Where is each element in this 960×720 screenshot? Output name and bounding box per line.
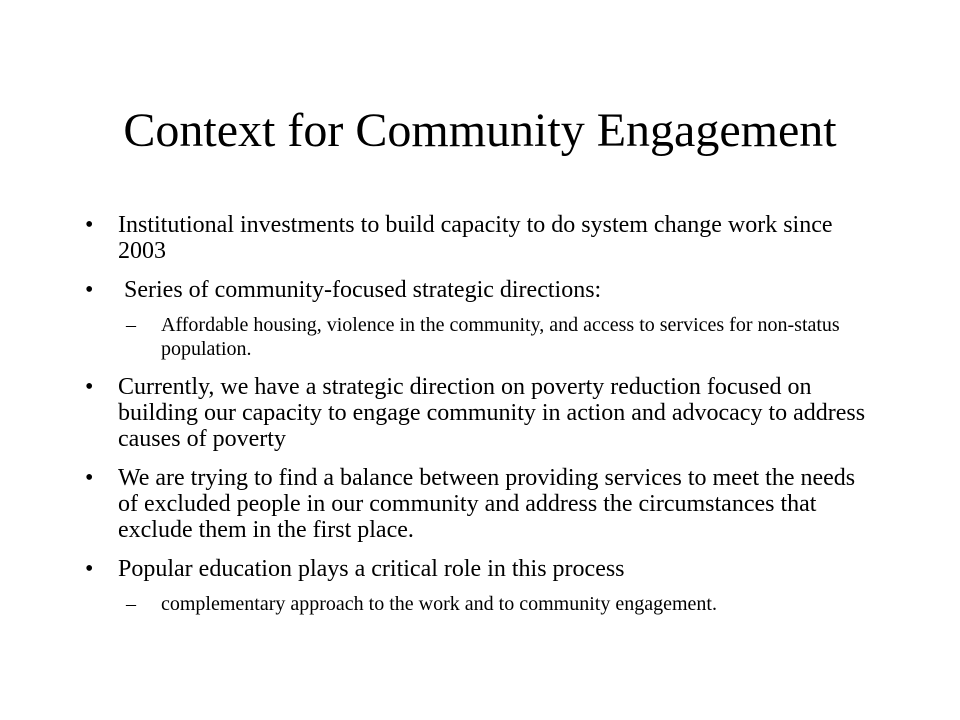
sub-marker: – xyxy=(126,593,136,615)
bullet-text: Currently, we have a strategic direction on poverty reduction focused on building our capacity to engage community in action and advocacy to address causes of poverty xyxy=(118,374,866,452)
sub-marker: – xyxy=(126,314,136,336)
bullet-item-investments xyxy=(80,212,880,264)
bullet-item-poverty-reduction xyxy=(80,374,880,452)
sub-item-affordable-housing xyxy=(118,313,880,361)
bullet-marker: • xyxy=(85,277,94,303)
sub-list xyxy=(118,313,880,361)
bullet-item-balance xyxy=(80,465,880,543)
sub-item-text: complementary approach to the work and to community engagement. xyxy=(161,593,717,615)
bullet-list xyxy=(80,212,880,629)
bullet-marker: • xyxy=(85,374,94,400)
sub-item-text: Affordable housing, violence in the community, and access to services for non-status population. xyxy=(161,314,840,360)
sub-list xyxy=(118,592,880,616)
bullet-item-strategic-directions xyxy=(80,277,880,361)
bullet-marker: • xyxy=(85,465,94,491)
bullet-text: Institutional investments to build capacity to do system change work since 2003 xyxy=(118,212,833,264)
bullet-text: We are trying to find a balance between providing services to meet the needs of excluded people in our community and address the circumstances that exclude them in the first place. xyxy=(118,465,856,543)
sub-item-complementary-approach xyxy=(118,592,880,616)
bullet-text: Series of community-focused strategic directions: xyxy=(118,277,602,303)
bullet-marker: • xyxy=(85,212,94,238)
bullet-marker: • xyxy=(85,556,94,582)
slide-title: Context for Community Engagement xyxy=(123,104,837,157)
bullet-item-popular-education xyxy=(80,556,880,616)
bullet-text: Popular education plays a critical role in this process xyxy=(118,556,625,582)
